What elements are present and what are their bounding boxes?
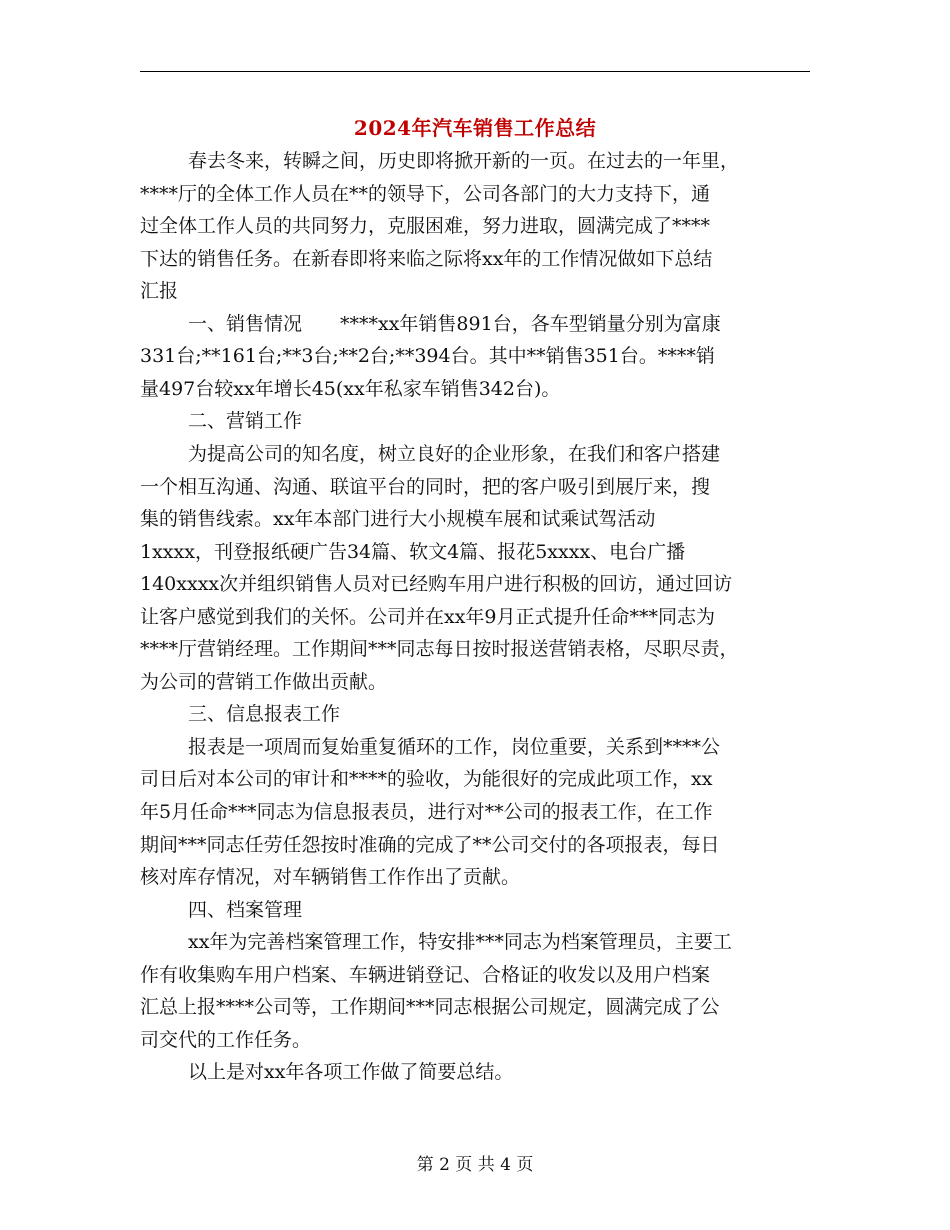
- body-line: 让客户感觉到我们的关怀。公司并在xx年9月正式提升任命***同志为: [140, 605, 716, 628]
- body-line: 期间***同志任劳任怨按时准确的完成了**公司交付的各项报表，每日: [140, 833, 720, 856]
- body-line: 春去冬来，转瞬之间，历史即将掀开新的一页。在过去的一年里，: [188, 150, 740, 172]
- body-line: 二、营销工作: [188, 410, 303, 433]
- body-line: 为公司的营销工作做出贡献。: [140, 670, 388, 693]
- body-line: ****厅的全体工作人员在**的领导下，公司各部门的大力支持下，通: [140, 182, 711, 205]
- header-rule: [140, 71, 810, 72]
- page-number: 第 2 页 共 4 页: [416, 1155, 534, 1175]
- body-line: 年5月任命***同志为信息报表员，进行对**公司的报表工作，在工作: [140, 801, 713, 823]
- body-line: 一、销售情况 ****xx年销售891台，各车型销量分别为富康: [188, 312, 721, 335]
- body-line: 过全体工作人员的共同努力，克服困难，努力进取，圆满完成了****: [140, 215, 711, 238]
- body-line: xx年为完善档案管理工作，特安排***同志为档案管理员，主要工: [188, 931, 732, 954]
- body-line: 报表是一项周而复始重复循环的工作，岗位重要，关系到****公: [188, 735, 721, 758]
- body-line: 汇总上报****公司等，工作期间***同志根据公司规定，圆满完成了公: [140, 996, 720, 1019]
- body-line: 331台;**161台;**3台;**2台;**394台。其中**销售351台。****销: [140, 345, 715, 368]
- body-line: 1xxxx，刊登报纸硬广告34篇、软文4篇、报花5xxxx、电台广播: [140, 540, 686, 563]
- body-line: 司交代的工作任务。: [140, 1028, 312, 1051]
- body-line: 司日后对本公司的审计和****的验收，为能很好的完成此项工作，xx: [140, 768, 713, 791]
- body-line: 四、档案管理: [188, 898, 303, 921]
- body-line: 三、信息报表工作: [188, 703, 341, 726]
- body-line: 集的销售线索。xx年本部门进行大小规模车展和试乘试驾活动: [140, 508, 656, 531]
- body-line: 核对库存情况，对车辆销售工作作出了贡献。: [140, 866, 521, 889]
- body-line: 汇报: [140, 280, 179, 303]
- body-line: 为提高公司的知名度，树立良好的企业形象，在我们和客户搭建: [188, 442, 721, 465]
- body-line: ****厅营销经理。工作期间***同志每日按时报送营销表格，尽职尽责，: [140, 638, 739, 661]
- body-line: 下达的销售任务。在新春即将来临之际将xx年的工作情况做如下总结: [140, 247, 713, 270]
- document-title: 2024年汽车销售工作总结: [353, 116, 597, 140]
- body-line: 作有收集购车用户档案、车辆进销登记、合格证的收发以及用户档案: [140, 963, 711, 986]
- body-line: 一个相互沟通、沟通、联谊平台的同时，把的客户吸引到展厅来，搜: [140, 475, 711, 498]
- body-line: 以上是对xx年各项工作做了简要总结。: [188, 1061, 514, 1084]
- body-line: 量497台较xx年增长45(xx年私家车销售342台)。: [140, 377, 561, 400]
- body-line: 140xxxx次并组织销售人员对已经购车用户进行积极的回访，通过回访: [140, 573, 733, 596]
